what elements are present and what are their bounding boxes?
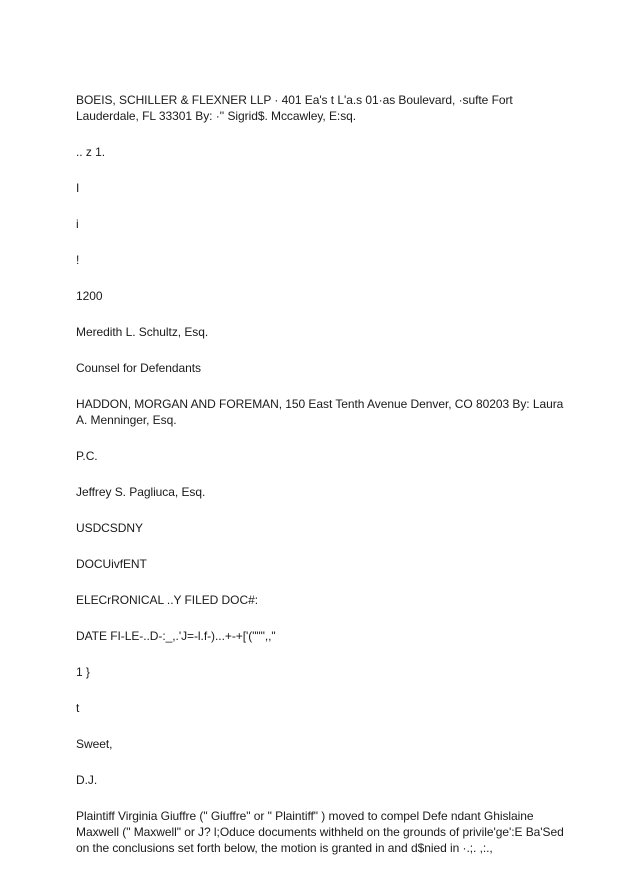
ocr-fragment-line: i — [76, 217, 79, 231]
counsel-block-haddon-morgan: HADDON, MORGAN AND FOREMAN, 150 East Tenth Avenue Denver, CO 80203 By: Laura A. Menninger, Esq. — [76, 397, 564, 427]
ocr-fragment-line: ! — [76, 253, 80, 267]
firm-suffix: P.C. — [76, 449, 98, 463]
attorney-name: Meredith L. Schultz, Esq. — [76, 325, 209, 339]
ocr-fragment-line: I — [76, 181, 80, 195]
judge-title: D.J. — [76, 773, 98, 787]
ocr-fragment-line: 1 } — [76, 665, 90, 679]
counsel-role: Counsel for Defendants — [76, 361, 201, 375]
counsel-block-boies-schiller: BOEIS, SCHILLER & FLEXNER LLP · 401 Ea's t L'a.s 01·as Boulevard, ·sufte Fort Lauderdale, FL 33301 By: ·'' Sigrid$. Mccawley, E:sq. — [76, 93, 513, 123]
document-body — [76, 92, 566, 876]
attorney-name: Jeffrey S. Pagliuca, Esq. — [76, 485, 206, 499]
opinion-intro-paragraph: Plaintiff Virginia Giuffre (" Giuffre" or " Plaintiff" ) moved to compel Defe ndant Ghislaine Maxwell (" Maxwell" or J? l;Oduce documents withheld on the grounds of privile'ge':E Ba'Sed on the conclusions set forth below, the motion is granted in and d$nied in ·.;. ,:., — [76, 809, 564, 855]
ocr-fragment-line: t — [76, 701, 80, 715]
filing-stamp-line: ELECrRONICAL ..Y FILED DOC#: — [76, 593, 258, 607]
judge-name: Sweet, — [76, 737, 113, 751]
filing-stamp-line: DATE FI-LE-..D-:_,.'J=-l.f-)...+-+['(""",," — [76, 629, 276, 643]
filing-stamp-line: USDCSDNY — [76, 521, 143, 535]
ocr-fragment-line: .. z 1. — [76, 145, 105, 159]
ocr-fragment-line: 1200 — [76, 289, 103, 303]
filing-stamp-line: DOCUivfENT — [76, 557, 147, 571]
